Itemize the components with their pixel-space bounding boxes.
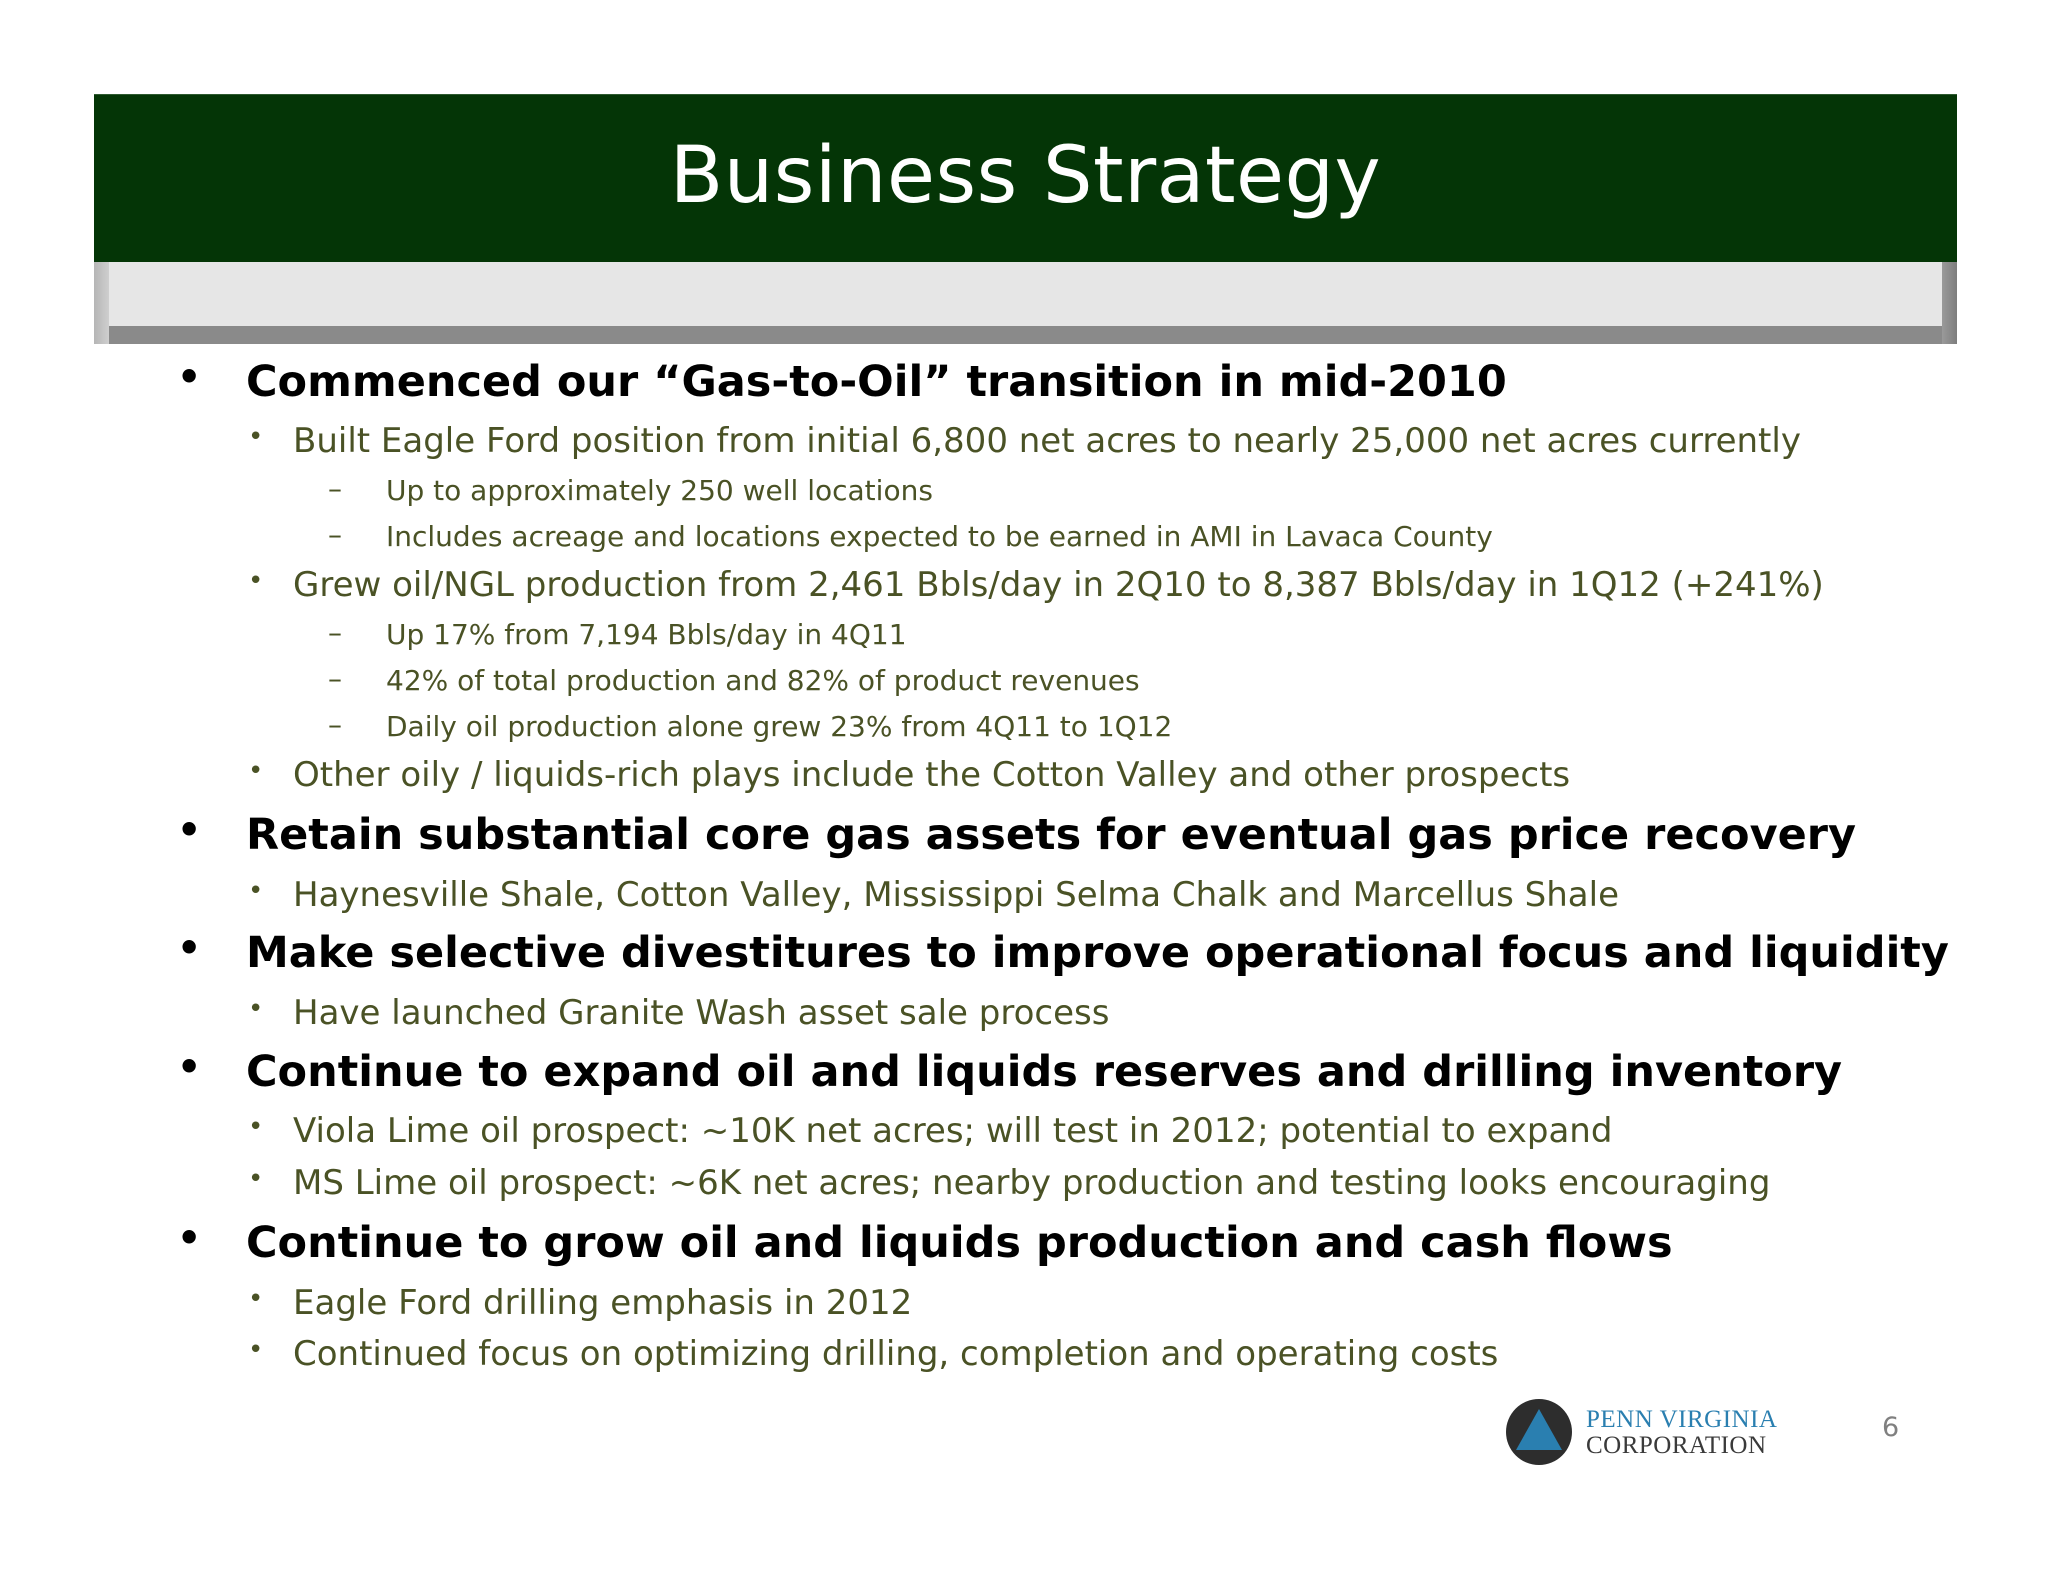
bullet-marker: • xyxy=(248,756,264,786)
main-bullet xyxy=(177,926,1949,978)
bullet-marker: • xyxy=(177,808,202,852)
main-bullet-text: Retain substantial core gas assets for eventual gas price recovery xyxy=(246,810,1857,860)
sub-sub-bullet xyxy=(328,518,1493,553)
dash-marker: – xyxy=(328,518,342,551)
page-number: 6 xyxy=(1882,1412,1900,1443)
main-bullet xyxy=(177,355,1507,407)
sub-bullet-text: Eagle Ford drilling emphasis in 2012 xyxy=(293,1283,913,1323)
bullet-marker: • xyxy=(177,355,202,399)
bullet-marker: • xyxy=(248,1335,264,1365)
penn-virginia-logo-icon xyxy=(1505,1398,1573,1466)
main-bullet xyxy=(177,1045,1843,1097)
main-bullet-text: Commenced our “Gas-to-Oil” transition in mid-2010 xyxy=(246,357,1507,407)
dash-marker: – xyxy=(328,616,342,649)
sub-bullet-text: Continued focus on optimizing drilling, completion and operating costs xyxy=(293,1334,1499,1374)
bullet-marker: • xyxy=(248,566,264,596)
sub-bullet-text: Have launched Granite Wash asset sale process xyxy=(293,993,1110,1033)
bullet-marker: • xyxy=(248,876,264,906)
sub-bullet-text: Other oily / liquids-rich plays include the Cotton Valley and other prospects xyxy=(293,755,1571,795)
bullet-marker: • xyxy=(248,1164,264,1194)
sub-sub-bullet xyxy=(328,662,1140,697)
bullet-marker: • xyxy=(248,422,264,452)
dash-marker: – xyxy=(328,708,342,741)
sub-sub-bullet-text: Daily oil production alone grew 23% from 4Q11 to 1Q12 xyxy=(386,710,1173,743)
sub-bullet xyxy=(248,1111,1613,1151)
logo-text-line2: CORPORATION xyxy=(1586,1432,1767,1459)
dash-marker: – xyxy=(328,662,342,695)
main-bullet-text: Continue to grow oil and liquids production and cash flows xyxy=(246,1218,1673,1268)
sub-bullet xyxy=(248,421,1801,461)
bullet-marker: • xyxy=(177,926,202,970)
main-bullet xyxy=(177,1216,1673,1268)
bullet-marker: • xyxy=(177,1216,202,1260)
bullet-marker: • xyxy=(248,1112,264,1142)
sub-sub-bullet xyxy=(328,708,1173,743)
sub-bullet xyxy=(248,565,1824,605)
bullet-marker: • xyxy=(248,1284,264,1314)
main-bullet-text: Continue to expand oil and liquids reserves and drilling inventory xyxy=(246,1047,1843,1097)
sub-bullet xyxy=(248,1334,1499,1374)
slide-title: Business Strategy xyxy=(669,131,1382,221)
sub-bullet xyxy=(248,1163,1771,1203)
sub-bullet-text: Grew oil/NGL production from 2,461 Bbls/day in 2Q10 to 8,387 Bbls/day in 1Q12 (+241%) xyxy=(293,565,1824,605)
sub-bullet xyxy=(248,1283,913,1323)
sub-bullet-text: MS Lime oil prospect: ~6K net acres; nearby production and testing looks encouraging xyxy=(293,1163,1771,1203)
bullet-marker: • xyxy=(248,994,264,1024)
sub-bullet xyxy=(248,875,1619,915)
sub-sub-bullet-text: Includes acreage and locations expected to be earned in AMI in Lavaca County xyxy=(386,520,1493,553)
sub-sub-bullet-text: Up to approximately 250 well locations xyxy=(386,474,933,507)
sub-bullet xyxy=(248,755,1571,795)
main-bullet-text: Make selective divestitures to improve operational focus and liquidity xyxy=(246,928,1949,978)
dash-marker: – xyxy=(328,472,342,505)
sub-sub-bullet xyxy=(328,616,907,651)
sub-sub-bullet-text: 42% of total production and 82% of product revenues xyxy=(386,664,1140,697)
sub-bullet-text: Viola Lime oil prospect: ~10K net acres; will test in 2012; potential to expand xyxy=(293,1111,1613,1151)
main-bullet xyxy=(177,808,1857,860)
sub-sub-bullet-text: Up 17% from 7,194 Bbls/day in 4Q11 xyxy=(386,618,907,651)
sub-bullet-text: Built Eagle Ford position from initial 6,800 net acres to nearly 25,000 net acres currently xyxy=(293,421,1801,461)
bullet-marker: • xyxy=(177,1045,202,1089)
sub-bullet xyxy=(248,993,1110,1033)
sub-bullet-text: Haynesville Shale, Cotton Valley, Mississippi Selma Chalk and Marcellus Shale xyxy=(293,875,1619,915)
logo-text-line1: PENN VIRGINIA xyxy=(1586,1406,1778,1433)
sub-sub-bullet xyxy=(328,472,933,507)
